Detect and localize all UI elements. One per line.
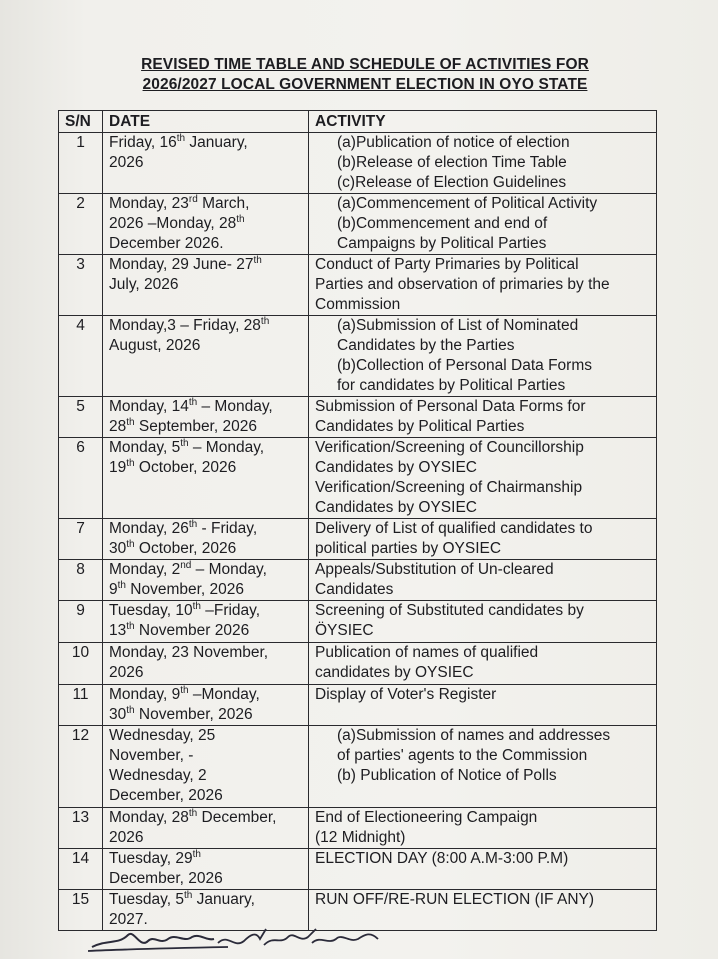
header-sn: S/N	[59, 111, 103, 133]
header-activity: ACTIVITY	[309, 111, 657, 133]
row-date	[103, 194, 309, 255]
date-line: Monday, 23 November,	[109, 644, 269, 661]
activity-line: Submission of Personal Data Forms for	[315, 398, 586, 415]
date-line: Wednesday, 2	[109, 767, 207, 784]
activity-line: Candidates by OYSIEC	[315, 459, 477, 476]
row-date	[103, 560, 309, 601]
row-sn: 3	[59, 255, 103, 316]
activity-line: (b)Commencement and end of	[337, 215, 548, 232]
row-sn: 6	[59, 438, 103, 519]
activity-line: (a)Submission of List of Nominated	[337, 317, 579, 334]
row-activity	[309, 849, 657, 890]
schedule-table	[58, 110, 657, 931]
date-line: 28th September, 2026	[109, 416, 257, 435]
schedule-body	[59, 133, 657, 931]
activity-line: Screening of Substituted candidates by	[315, 602, 584, 619]
row-date	[103, 316, 309, 397]
row-sn: 11	[59, 685, 103, 726]
date-line: 9th November, 2026	[109, 579, 245, 598]
row-sn: 2	[59, 194, 103, 255]
date-line: Monday, 2nd – Monday,	[109, 559, 267, 578]
date-line: Tuesday, 10th –Friday,	[109, 600, 261, 619]
header-row	[59, 111, 657, 133]
row-sn: 4	[59, 316, 103, 397]
row-activity	[309, 601, 657, 643]
activity-line: Candidates	[315, 581, 394, 598]
row-date	[103, 726, 309, 808]
table-row	[59, 685, 657, 726]
date-line: December 2026.	[109, 235, 224, 252]
activity-line: for candidates by Political Parties	[337, 377, 566, 394]
activity-line: Publication of names of qualified	[315, 644, 539, 661]
activity-line: Candidates by Political Parties	[315, 418, 525, 435]
row-sn: 13	[59, 808, 103, 849]
activity-line: ÖYSIEC	[315, 622, 374, 639]
row-sn: 10	[59, 643, 103, 685]
activity-line: Campaigns by Political Parties	[337, 235, 547, 252]
row-activity	[309, 519, 657, 560]
row-date	[103, 519, 309, 560]
date-line: 2026	[109, 154, 144, 171]
table-row	[59, 397, 657, 438]
date-line: Tuesday, 29th	[109, 848, 201, 867]
table-row	[59, 601, 657, 643]
activity-line: Candidates by the Parties	[337, 337, 515, 354]
activity-line: Delivery of List of qualified candidates to	[315, 520, 593, 537]
row-sn: 1	[59, 133, 103, 194]
table-row	[59, 643, 657, 685]
activity-line: Candidates by OYSIEC	[315, 499, 477, 516]
row-activity	[309, 808, 657, 849]
date-line: 13th November 2026	[109, 620, 250, 639]
activity-line: End of Electioneering Campaign	[315, 809, 538, 826]
date-line: November, -	[109, 747, 194, 764]
date-line: Monday,3 – Friday, 28th	[109, 315, 270, 334]
date-line: 30th November, 2026	[109, 704, 253, 723]
row-activity	[309, 255, 657, 316]
table-row	[59, 133, 657, 194]
activity-line: Commission	[315, 296, 401, 313]
table-row	[59, 726, 657, 808]
document-title	[60, 55, 670, 95]
activity-line: (a)Submission of names and addresses	[337, 727, 611, 744]
date-line: Monday, 28th December,	[109, 807, 277, 826]
activity-line: Verification/Screening of Councillorship	[315, 439, 584, 456]
activity-line: (b)Collection of Personal Data Forms	[337, 357, 592, 374]
row-date	[103, 397, 309, 438]
activity-line: RUN OFF/RE-RUN ELECTION (IF ANY)	[315, 891, 595, 908]
date-line: Monday, 23rd March,	[109, 193, 250, 212]
row-date	[103, 255, 309, 316]
date-line: Monday, 29 June- 27th	[109, 254, 262, 273]
row-activity	[309, 643, 657, 685]
date-line: Wednesday, 25	[109, 727, 216, 744]
activity-line: (b) Publication of Notice of Polls	[337, 767, 557, 784]
table-row	[59, 849, 657, 890]
row-sn: 8	[59, 560, 103, 601]
activity-line: (a)Commencement of Political Activity	[337, 195, 598, 212]
table-row	[59, 438, 657, 519]
activity-line: ELECTION DAY (8:00 A.M-3:00 P.M)	[315, 850, 569, 867]
date-line: Monday, 9th –Monday,	[109, 684, 260, 703]
table-row	[59, 316, 657, 397]
table-row	[59, 519, 657, 560]
date-line: 2026 –Monday, 28th	[109, 213, 245, 232]
row-date	[103, 601, 309, 643]
activity-line: Conduct of Party Primaries by Political	[315, 256, 579, 273]
table-row	[59, 808, 657, 849]
row-activity	[309, 560, 657, 601]
table-row	[59, 560, 657, 601]
date-line: Monday, 5th – Monday,	[109, 437, 265, 456]
activity-line: Appeals/Substitution of Un-cleared	[315, 561, 554, 578]
date-line: 2027.	[109, 911, 148, 928]
row-activity	[309, 726, 657, 808]
table-row	[59, 194, 657, 255]
date-line: 19th October, 2026	[109, 457, 237, 476]
date-line: August, 2026	[109, 337, 201, 354]
activity-line: (b)Release of election Time Table	[337, 154, 567, 171]
title-line-2: 2026/2027 LOCAL GOVERNMENT ELECTION IN OYO STATE	[142, 76, 588, 93]
activity-line: Display of Voter's Register	[315, 686, 497, 703]
handwritten-signature	[88, 915, 388, 959]
activity-line: Parties and observation of primaries by the	[315, 276, 610, 293]
title-line-1: REVISED TIME TABLE AND SCHEDULE OF ACTIVITIES FOR	[141, 56, 589, 73]
header-date: DATE	[103, 111, 309, 133]
date-line: 2026	[109, 664, 144, 681]
activity-line: candidates by OYSIEC	[315, 664, 474, 681]
date-line: 30th October, 2026	[109, 538, 237, 557]
table-row	[59, 255, 657, 316]
row-date	[103, 808, 309, 849]
activity-line: political parties by OYSIEC	[315, 540, 502, 557]
row-sn: 15	[59, 890, 103, 931]
row-activity	[309, 397, 657, 438]
row-sn: 7	[59, 519, 103, 560]
date-line: December, 2026	[109, 787, 223, 804]
row-date	[103, 685, 309, 726]
row-activity	[309, 316, 657, 397]
date-line: Monday, 26th - Friday,	[109, 518, 258, 537]
row-activity	[309, 133, 657, 194]
date-line: Tuesday, 5th January,	[109, 889, 255, 908]
date-line: July, 2026	[109, 276, 179, 293]
row-activity	[309, 194, 657, 255]
row-date	[103, 133, 309, 194]
activity-line: of parties' agents to the Commission	[337, 747, 588, 764]
row-date	[103, 438, 309, 519]
date-line: Friday, 16th January,	[109, 132, 248, 151]
date-line: December, 2026	[109, 870, 223, 887]
activity-line: (c)Release of Election Guidelines	[337, 174, 567, 191]
row-date	[103, 643, 309, 685]
row-activity	[309, 438, 657, 519]
row-date	[103, 849, 309, 890]
row-sn: 5	[59, 397, 103, 438]
date-line: Monday, 14th – Monday,	[109, 396, 273, 415]
row-sn: 9	[59, 601, 103, 643]
activity-line: (12 Midnight)	[315, 829, 406, 846]
row-sn: 14	[59, 849, 103, 890]
row-activity	[309, 685, 657, 726]
row-sn: 12	[59, 726, 103, 808]
activity-line: (a)Publication of notice of election	[337, 134, 570, 151]
activity-line: Verification/Screening of Chairmanship	[315, 479, 583, 496]
date-line: 2026	[109, 829, 144, 846]
